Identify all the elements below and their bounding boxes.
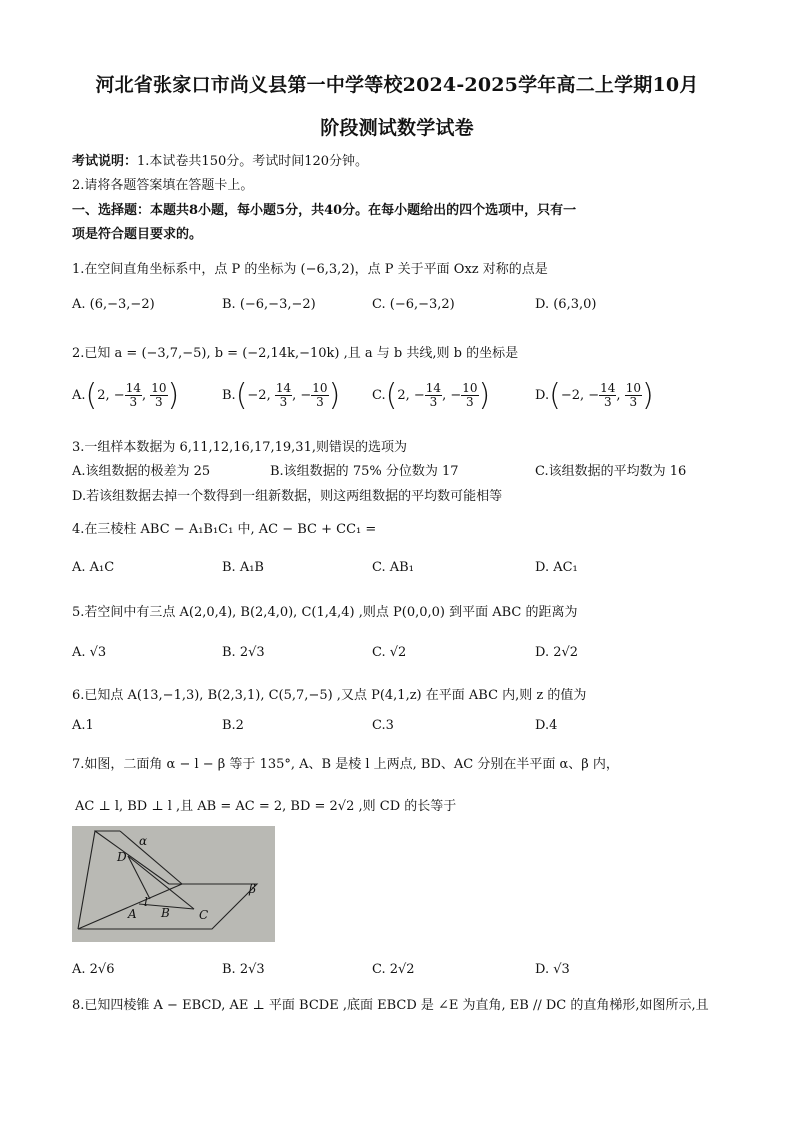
- question-2-option-b[interactable]: B.(−2, $\frac{14}{3}$ , − $\frac{10}{3}$ ): [222, 378, 341, 413]
- question-7-option-a[interactable]: A. 2√6: [72, 962, 115, 977]
- instructions-item2: 2.请将各题答案填在答题卡上。: [72, 178, 254, 193]
- instructions-label: 考试说明：: [72, 154, 138, 169]
- label-c: C: [199, 908, 209, 922]
- question-4-option-b[interactable]: B. A₁B: [222, 560, 264, 575]
- question-1-stem: 1.在空间直角坐标系中，点 P 的坐标为 (−6,3,2)，点 P 关于平面 Oxz 对称的点是: [72, 262, 548, 277]
- question-6-stem: 6.已知点 A(13,−1,3), B(2,3,1), C(5,7,−5) ,又点 P(4,1,z) 在平面 ABC 内,则 z 的值为: [72, 688, 587, 703]
- question-7-option-b[interactable]: B. 2√3: [222, 962, 265, 977]
- label-b: B: [161, 906, 170, 920]
- label-d: D: [117, 850, 127, 864]
- question-7-option-d[interactable]: D. √3: [535, 962, 570, 977]
- label-alpha: α: [139, 834, 148, 848]
- question-3-option-a[interactable]: A.该组数据的极差为 25: [72, 464, 211, 479]
- question-4-option-c[interactable]: C. AB₁: [372, 560, 414, 575]
- label-beta: β: [249, 882, 256, 896]
- section1-heading-line2: 项是符合题目要求的。: [72, 227, 203, 242]
- question-6-option-d[interactable]: D.4: [535, 718, 558, 733]
- question-4-option-d[interactable]: D. AC₁: [535, 560, 578, 575]
- question-7-figure: [72, 826, 275, 942]
- question-5-option-b[interactable]: B. 2√3: [222, 645, 265, 660]
- section1-heading-line1: 一、选择题：本题共8小题，每小题5分，共40分。在每小题给出的四个选项中，只有一: [72, 203, 577, 218]
- label-a: A: [128, 907, 137, 921]
- dihedral-angle-diagram: [72, 826, 275, 942]
- question-2-option-c[interactable]: C.(2, − $\frac{14}{3}$ , − $\frac{10}{3}$ ): [372, 378, 491, 413]
- question-6-option-b[interactable]: B.2: [222, 718, 244, 733]
- question-3-option-b[interactable]: B.该组数据的 75% 分位数为 17: [270, 464, 459, 479]
- question-4-option-a[interactable]: A. A₁C: [72, 560, 115, 575]
- question-5-option-a[interactable]: A. √3: [72, 645, 107, 660]
- question-2-option-a[interactable]: A.(2, − $\frac{14}{3}$ , $\frac{10}{3}$ ): [72, 378, 180, 413]
- question-3-option-c[interactable]: C.该组数据的平均数为 16: [535, 464, 687, 479]
- question-1-option-b[interactable]: B. (−6,−3,−2): [222, 297, 316, 312]
- plane-alpha-edge: [78, 831, 169, 929]
- question-6-option-a[interactable]: A.1: [72, 718, 94, 733]
- question-1-option-a[interactable]: A. (6,−3,−2): [72, 297, 155, 312]
- question-7-option-c[interactable]: C. 2√2: [372, 962, 415, 977]
- question-1-option-d[interactable]: D. (6,3,0): [535, 297, 597, 312]
- page-title-line1: 河北省张家口市尚义县第一中学等校2024-2025学年高二上学期10月: [95, 74, 699, 96]
- question-8-stem: 8.已知四棱锥 A − EBCD, AE ⊥ 平面 BCDE ,底面 EBCD 是 ∠E 为直角, EB // DC 的直角梯形,如图所示,且: [72, 998, 709, 1013]
- question-5-option-d[interactable]: D. 2√2: [535, 645, 579, 660]
- question-3-stem: 3.一组样本数据为 6,11,12,16,17,19,31,则错误的选项为: [72, 440, 407, 455]
- instructions-line1: [72, 150, 368, 169]
- question-6-option-c[interactable]: C.3: [372, 718, 394, 733]
- label-l: l: [144, 895, 148, 909]
- question-5-option-c[interactable]: C. √2: [372, 645, 407, 660]
- question-1-option-c[interactable]: C. (−6,−3,2): [372, 297, 455, 312]
- question-2-option-d[interactable]: D.(−2, − $\frac{14}{3}$ , $\frac{10}{3}$ ): [535, 378, 654, 413]
- question-5-stem: 5.若空间中有三点 A(2,0,4), B(2,4,0), C(1,4,4) ,则点 P(0,0,0) 到平面 ABC 的距离为: [72, 605, 578, 620]
- question-4-stem: 4.在三棱柱 ABC − A₁B₁C₁ 中, AC − BC + CC₁ =: [72, 522, 377, 537]
- question-3-option-d[interactable]: D.若该组数据去掉一个数得到一组新数据，则这两组数据的平均数可能相等: [72, 489, 503, 504]
- segment-dc: [128, 856, 194, 909]
- question-7-stem-line2: AC ⊥ l, BD ⊥ l ,且 AB = AC = 2, BD = 2√2 ,则 CD 的长等于: [75, 799, 457, 814]
- question-2-stem: 2.已知 a = (−3,7,−5), b = (−2,14k,−10k) ,且 a 与 b 共线,则 b 的坐标是: [72, 346, 519, 361]
- question-7-stem-line1: 7.如图，二面角 α − l − β 等于 135°, A、B 是棱 l 上两点, BD、AC 分别在半平面 α、β 内，: [72, 757, 619, 772]
- instructions-item1: 1.本试卷共150分。考试时间120分钟。: [137, 154, 369, 169]
- page-title-line2: 阶段测试数学试卷: [320, 117, 474, 139]
